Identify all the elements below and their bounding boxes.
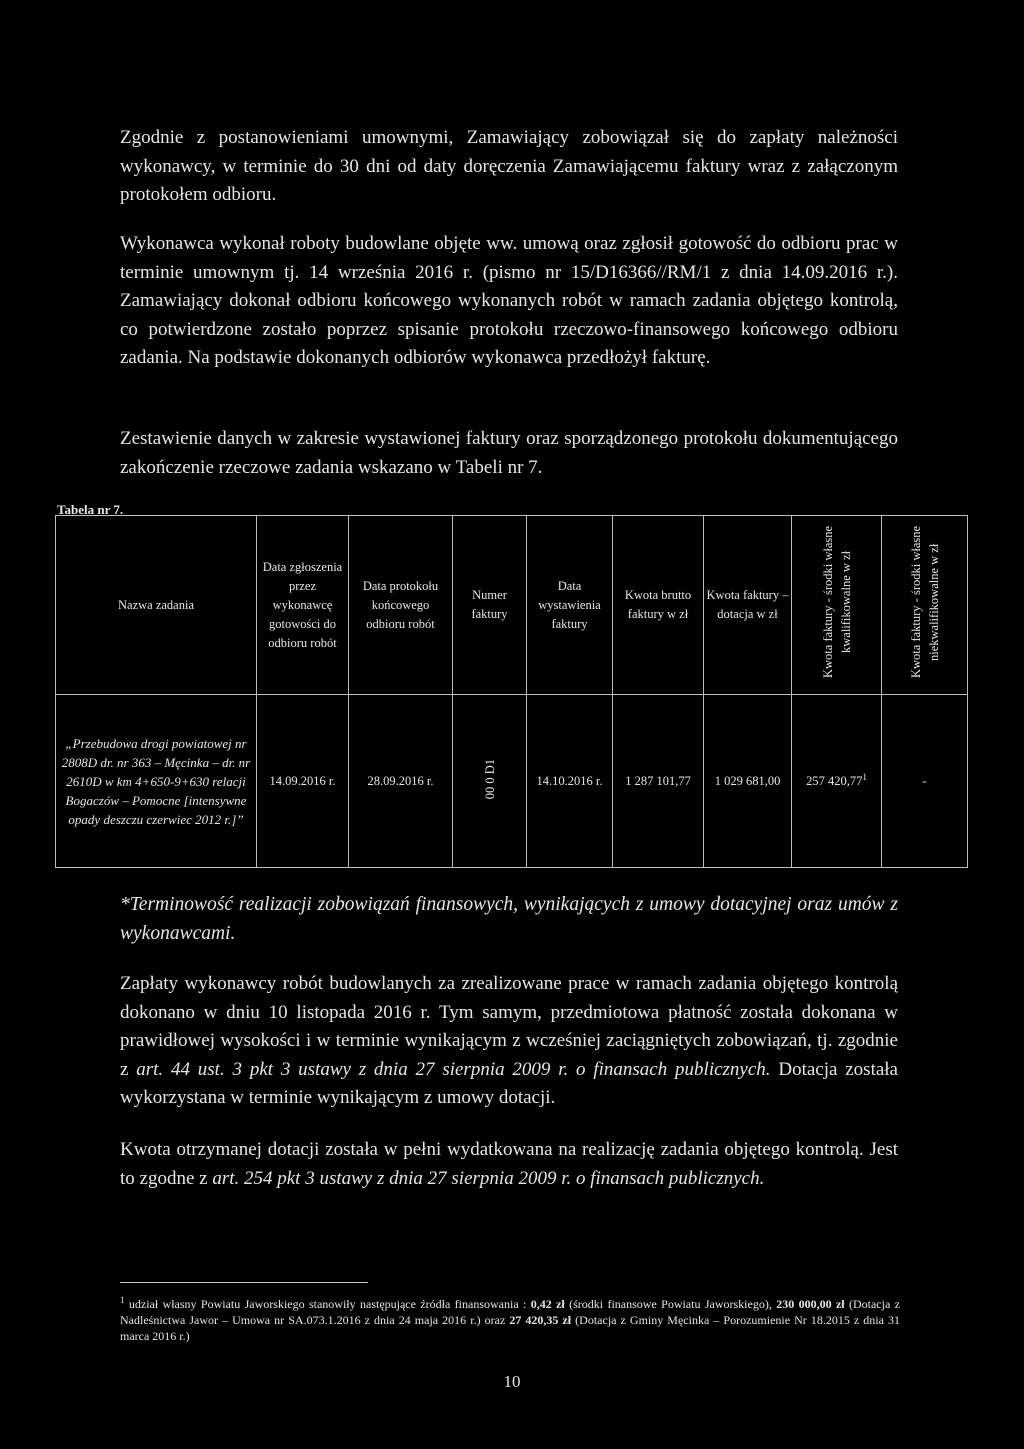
p6-text-1: Kwota otrzymanej dotacji została w pełni wydatkowana na realizację zadania objętego kontrolą. Jest to zgodne z bbox=[120, 1139, 898, 1189]
cell-own-eligible: 257 420,77 bbox=[806, 774, 863, 789]
p5-legal-ref: art. 44 ust. 3 pkt 3 ustawy z dnia 27 sierpnia 2009 r. o finansach publicznych. bbox=[136, 1058, 771, 1080]
footnote-divider bbox=[120, 1282, 368, 1283]
paragraph-works-acceptance: Wykonawca wykonał roboty budowlane objęte ww. umową oraz zgłosił gotowość do odbioru prac w terminie umownym tj. 14 września 2016 r. (pismo nr 15/D16366//RM/1 z dnia 14.09.2016 r.). Zamawiający dokonał odbioru końcowego wykonanych robót w ramach zadania objętego kontrolą, co potwierdzone zostało poprzez spisanie protokołu rzeczowo-finansowego końcowego odbioru zadania. Na podstawie dokonanych odbiorów wykonawca przedłożył fakturę. bbox=[120, 233, 898, 368]
footnote-amount-1: 0,42 zł bbox=[530, 1297, 565, 1311]
header-readiness-date: Data zgłoszenia przez wykonawcę gotowości do odbioru robót bbox=[257, 516, 349, 695]
paragraph-table-intro: Zestawienie danych w zakresie wystawionej faktury oraz sporządzonego protokołu dokumentującego zakończenie rzeczowe zadania wskazano w Tabeli nr 7. bbox=[120, 428, 898, 478]
footnote-ref: 1 bbox=[862, 772, 867, 783]
footnote-amount-3: 27 420,35 zł bbox=[509, 1313, 572, 1327]
table-header-row bbox=[56, 516, 968, 695]
footnote-text-3: (Dotacja z Nadleśnictwa Jawor – Umowa nr SA.073.1.2016 z dnia 24 maja 2016 r.) oraz bbox=[120, 1297, 900, 1327]
cell-invoice-number: 00 0 D1 bbox=[482, 758, 497, 800]
table-row bbox=[56, 695, 968, 868]
cell-own-ineligible: - bbox=[882, 695, 968, 868]
paragraph-grant-spent bbox=[120, 1136, 898, 1193]
header-invoice-number: Numer faktury bbox=[453, 516, 527, 695]
header-issue-date: Data wystawienia faktury bbox=[527, 516, 613, 695]
footnote-number: 1 bbox=[120, 1295, 125, 1305]
cell-protocol-date: 28.09.2016 r. bbox=[349, 695, 453, 868]
page-number: 10 bbox=[503, 1372, 521, 1391]
cell-own-eligible-cell bbox=[792, 695, 882, 868]
header-own-eligible-cell bbox=[792, 516, 882, 695]
header-protocol-date: Data protokołu końcowego odbioru robót bbox=[349, 516, 453, 695]
table-label: Tabela nr 7. bbox=[57, 502, 124, 517]
cell-grant-amount: 1 029 681,00 bbox=[704, 695, 792, 868]
paragraph-payment-obligation: Zgodnie z postanowieniami umownymi, Zamawiający zobowiązał się do zapłaty należności wykonawcy, w terminie do 30 dni od daty doręczenia Zamawiającemu faktury wraz z załączonym protokołem odbioru. bbox=[120, 127, 898, 205]
cell-task-name: „Przebudowa drogi powiatowej nr 2808D dr. nr 363 – Męcinka – dr. nr 2610D w km 4+650-9+630 relacji Bogaczów – Pomocne [intensywne opady deszczu czerwiec 2012 r.]” bbox=[56, 695, 257, 868]
cell-issue-date: 14.10.2016 r. bbox=[527, 695, 613, 868]
footnote-text-1: udział własny Powiatu Jaworskiego stanowiły następujące źródła finansowania : bbox=[124, 1297, 531, 1311]
header-own-ineligible: Kwota faktury - środki własne niekwalifikowalne w zł bbox=[908, 525, 941, 679]
invoice-table bbox=[55, 515, 968, 868]
header-own-ineligible-cell bbox=[882, 516, 968, 695]
cell-invoice-number-cell bbox=[453, 695, 527, 868]
footnote-amount-2: 230 000,00 zł bbox=[776, 1297, 845, 1311]
paragraph-payment-made bbox=[120, 970, 898, 1113]
header-own-eligible: Kwota faktury - środki własne kwalifikowalne w zł bbox=[820, 525, 853, 679]
header-grant-amount: Kwota faktury – dotacja w zł bbox=[704, 516, 792, 695]
footnote-text-2: (środki finansowe Powiatu Jaworskiego), bbox=[564, 1297, 777, 1311]
header-gross-amount: Kwota brutto faktury w zł bbox=[613, 516, 704, 695]
header-task-name: Nazwa zadania bbox=[56, 516, 257, 695]
footnote-text-4: (Dotacja z Gminy Męcinka – Porozumienie Nr 18.2015 z dnia 31 marca 2016 r.) bbox=[120, 1313, 900, 1343]
cell-readiness-date: 14.09.2016 r. bbox=[257, 695, 349, 868]
p5-text-2: Dotacja została wykorzystana w terminie wynikającym z umowy dotacji. bbox=[120, 1058, 898, 1108]
p6-legal-ref: art. 254 pkt 3 ustawy z dnia 27 sierpnia 2009 r. o finansach publicznych. bbox=[212, 1167, 765, 1189]
footnote bbox=[120, 1292, 900, 1344]
p5-text-1: Zapłaty wykonawcy robót budowlanych za zrealizowane prace w ramach zadania objętego kontrolą dokonano w dniu 10 listopada 2016 r. Tym samym, przedmiotowa płatność została dokonana w prawidłowej wysokości i w terminie wynikającym z wcześniej zaciągniętych zobowiązań, tj. zgodnie z bbox=[120, 973, 898, 1080]
section-heading-italic: *Terminowość realizacji zobowiązań finansowych, wynikających z umowy dotacyjnej oraz umów z wykonawcami. bbox=[120, 894, 898, 944]
cell-gross-amount: 1 287 101,77 bbox=[613, 695, 704, 868]
